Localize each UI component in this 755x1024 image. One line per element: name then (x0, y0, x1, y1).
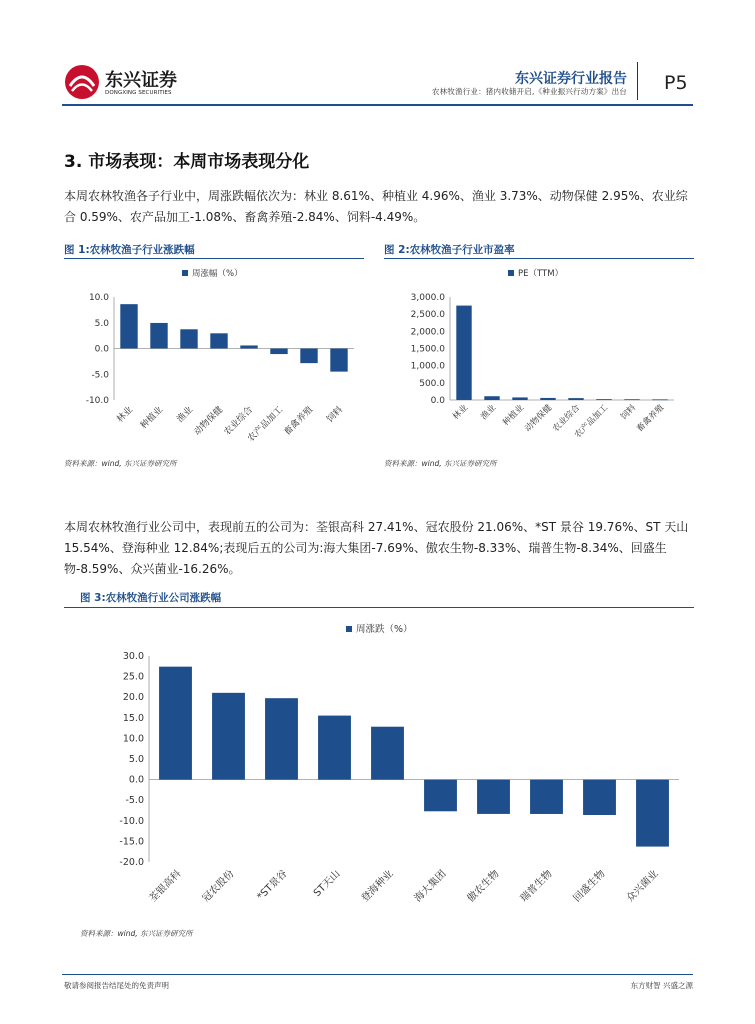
legend-swatch (346, 626, 352, 632)
bar (596, 399, 611, 400)
bar (484, 396, 499, 400)
bar (456, 306, 471, 400)
bar (270, 349, 287, 355)
y-tick-label: 25.0 (122, 671, 144, 683)
x-tick-label: 动物保健 (192, 405, 226, 438)
x-tick-label: 冠农股份 (200, 868, 237, 905)
bar (540, 398, 555, 400)
x-tick-label: 登海种业 (359, 868, 396, 905)
report-subtitle: 农林牧渔行业：猪内收储开启,《种业振兴行动方案》出台 (431, 87, 627, 96)
figure2-title: 图 2:农林牧渔子行业市盈率 (384, 244, 515, 256)
x-tick-label: 荃银高科 (147, 868, 184, 905)
y-tick-label: -10.0 (85, 396, 109, 406)
y-tick-label: 5.0 (128, 754, 144, 765)
y-tick-label: 15.0 (122, 712, 144, 724)
logo (62, 62, 202, 102)
page-number: P5 (664, 72, 688, 94)
header-vertical-divider (637, 62, 638, 100)
x-tick-label: 回盛生物 (571, 868, 608, 905)
paragraph-subindustry: 本周农林牧渔各子行业中，周涨跌幅依次为：林业 8.61%、种植业 4.96%、渔业 3.73%、动物保健 2.95%、农业综合 0.59%、农产品加工-1.08%、畜禽养殖-2.84%、饲料-4.49%。 (64, 189, 688, 224)
y-tick-label: -15.0 (119, 836, 144, 848)
bar (318, 716, 351, 780)
figure3-title: 图 3:农林牧渔行业公司涨跌幅 (80, 592, 222, 604)
logo-en: DONGXING SECURITIES (105, 90, 172, 96)
y-tick-label: 1,000.0 (410, 361, 445, 372)
figure1-source: 资料来源：wind, 东兴证券研究所 (64, 459, 177, 468)
legend-label: 周涨跌（%） (356, 624, 413, 635)
bar (512, 397, 527, 400)
logo-cn: 东兴证券 (105, 70, 177, 91)
x-tick-label: ST天山 (311, 868, 343, 900)
chart-subindustry-change (64, 262, 364, 452)
bar (371, 727, 404, 780)
bar (530, 780, 563, 814)
bar (159, 667, 192, 780)
x-tick-label: 饲料 (325, 405, 346, 425)
logo-icon (62, 62, 102, 102)
paragraph-companies: 本周农林牧渔行业公司中，表现前五的公司为：荃银高科 27.41%、冠农股份 21.06%、*ST 景谷 19.76%、ST 天山 15.54%、登海种业 12.84%;表现后五的公司为:海大集团-7.69%、傲农生物-8.33%、瑞普生物-8.34%、回盛生物-8.59%、众兴菌业-16.26%。 (64, 520, 689, 576)
x-tick-label: 瑞普生物 (518, 868, 555, 905)
bar (212, 693, 245, 780)
legend-label: PE（TTM） (518, 269, 564, 279)
figure1-title: 图 1:农林牧渔子行业涨跌幅 (64, 244, 195, 256)
x-tick-label: 渔业 (479, 403, 499, 423)
y-tick-label: -5.0 (91, 370, 109, 381)
y-tick-label: 10.0 (122, 733, 144, 745)
header-rule (62, 104, 693, 106)
bar (300, 349, 317, 364)
x-tick-label: 傲农生物 (465, 868, 502, 905)
bar (210, 333, 227, 348)
y-tick-label: 10.0 (88, 293, 109, 303)
y-tick-label: 1,500.0 (410, 344, 445, 355)
bar (652, 399, 667, 400)
x-tick-label: 农产品加工 (572, 403, 611, 441)
footer-slogan: 东方财智 兴盛之源 (630, 981, 693, 990)
y-tick-label: -10.0 (119, 815, 144, 827)
x-tick-label: 农产品加工 (246, 405, 286, 444)
x-tick-label: 动物保健 (522, 403, 555, 435)
section-title: 3. 市场表现：本周市场表现分化 (64, 152, 310, 172)
x-tick-label: 农业综合 (222, 405, 256, 438)
bar (568, 398, 583, 400)
x-tick-label: 海大集团 (412, 868, 449, 905)
bar (636, 780, 669, 847)
footer-rule (62, 974, 693, 975)
y-tick-label: 30.0 (122, 651, 144, 662)
y-tick-label: 2,500.0 (410, 310, 445, 321)
report-title: 东兴证券行业报告 (515, 71, 627, 87)
x-tick-label: 渔业 (175, 405, 196, 425)
bar (330, 349, 347, 372)
x-tick-label: 畜禽养殖 (634, 403, 667, 435)
x-tick-label: 众兴菌业 (624, 868, 661, 905)
bar (624, 399, 639, 400)
x-tick-label: 林业 (115, 405, 136, 425)
y-tick-label: 0.0 (430, 396, 445, 406)
x-tick-label: 饲料 (619, 403, 639, 423)
y-tick-label: 0.0 (94, 344, 109, 355)
bar (180, 329, 197, 348)
x-tick-label: 种植业 (501, 403, 527, 429)
bar (583, 780, 616, 815)
figure3-source: 资料来源：wind, 东兴证券研究所 (80, 929, 193, 938)
x-tick-label: 林业 (451, 403, 471, 423)
y-tick-label: 0.0 (128, 774, 144, 786)
y-tick-label: -20.0 (119, 857, 144, 868)
bar (477, 780, 510, 814)
x-tick-label: 农业综合 (550, 403, 583, 435)
legend-label: 周涨幅（%） (192, 269, 243, 279)
x-tick-label: *ST景谷 (255, 868, 290, 903)
y-tick-label: 3,000.0 (410, 293, 445, 303)
bar (424, 780, 457, 812)
y-tick-label: 500.0 (419, 378, 445, 389)
bar (150, 323, 167, 349)
figure3-title-rule (64, 607, 694, 608)
y-tick-label: -5.0 (125, 795, 144, 807)
bar (240, 345, 257, 348)
figure1-title-rule (64, 258, 364, 259)
x-tick-label: 种植业 (138, 405, 166, 432)
legend-swatch (182, 270, 188, 276)
figure2-source: 资料来源：wind, 东兴证券研究所 (384, 459, 497, 468)
legend-swatch (508, 270, 514, 276)
bar (265, 698, 298, 779)
chart-company-change (64, 612, 694, 922)
figure2-title-rule (384, 258, 694, 259)
chart-subindustry-pe (384, 262, 694, 452)
y-tick-label: 20.0 (122, 692, 144, 704)
y-tick-label: 2,000.0 (410, 327, 445, 338)
x-tick-label: 畜禽养殖 (282, 405, 316, 438)
footer-disclaimer: 敬请参阅报告结尾处的免责声明 (64, 981, 169, 990)
bar (120, 304, 137, 348)
y-tick-label: 5.0 (94, 318, 109, 329)
